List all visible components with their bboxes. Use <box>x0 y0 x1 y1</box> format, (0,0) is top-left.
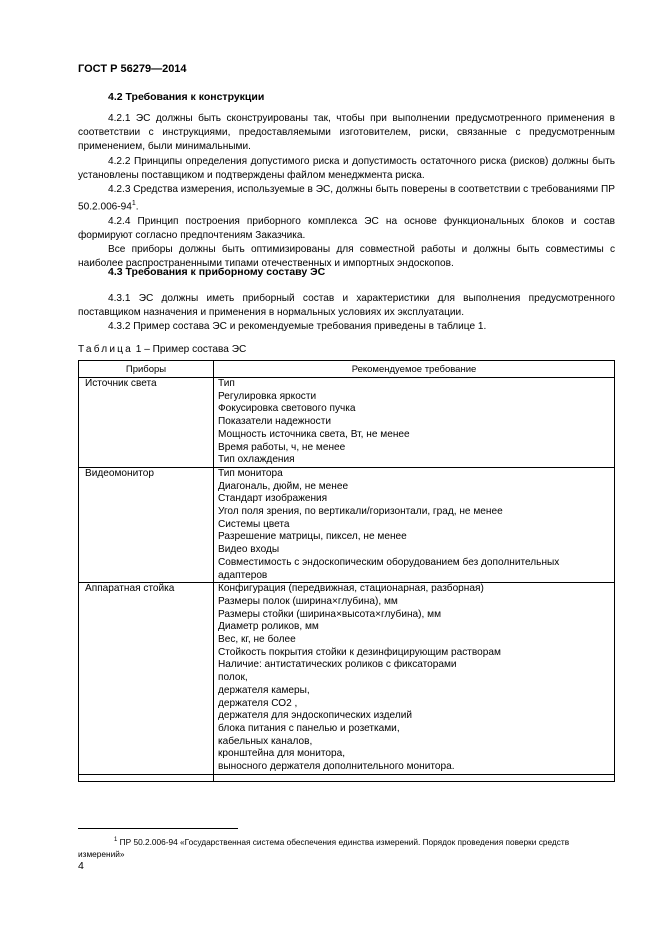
requirements-cell <box>214 583 615 775</box>
device-cell: Источник света <box>79 378 214 468</box>
requirement-item: Показатели надежности <box>218 416 331 428</box>
requirement-item: держателя камеры, <box>218 684 310 696</box>
requirement-item: Размеры стойки (ширина×высота×глубина), мм <box>218 608 442 620</box>
footnote-text: ПР 50.2.006-94 «Государственная система обеспечения единства измерений. Порядок проведения поверки средств измерений» <box>78 836 570 860</box>
paragraph-4-2-4: 4.2.4 Принцип построения приборного комплекса ЭС на основе функциональных блоков и состав формируют согласно предпочтениям Заказчика. <box>78 215 615 241</box>
requirement-item: кабельных каналов, <box>218 735 313 747</box>
requirement-item: Регулировка яркости <box>218 390 317 402</box>
footnote-separator <box>78 828 238 829</box>
footnote-reference[interactable]: 1 <box>131 200 136 208</box>
table-caption <box>78 344 246 355</box>
requirement-item: кронштейна для монитора, <box>218 748 346 760</box>
requirements-cell <box>214 467 615 582</box>
table-tail-row <box>79 774 615 781</box>
page-number: 4 <box>78 860 84 872</box>
equipment-table <box>78 360 615 782</box>
device-cell: Аппаратная стойка <box>79 583 214 775</box>
table-row <box>79 583 615 775</box>
requirement-item: Размеры полок (ширина×глубина), мм <box>218 595 398 607</box>
column-header-device: Приборы <box>79 361 214 378</box>
requirement-item: выносного держателя дополнительного монитора. <box>218 761 455 773</box>
table-row <box>79 467 615 582</box>
table-caption-text: 1 – Пример состава ЭС <box>132 344 247 355</box>
requirement-item: Стандарт изображения <box>218 493 328 505</box>
paragraph-4-2-3 <box>78 183 615 215</box>
requirement-item: Системы цвета <box>218 518 290 530</box>
section-4-2-body <box>78 112 615 272</box>
requirement-item: Тип охлаждения <box>218 454 295 466</box>
paragraph-4-3-1: 4.3.1 ЭС должны иметь приборный состав и характеристики для выполнения предусмотренного поставщиком назначения и применения в нормальных условиях их эксплуатации. <box>78 293 615 319</box>
requirements-cell <box>214 378 615 468</box>
table-row <box>79 378 615 468</box>
requirement-item: Вес, кг, не более <box>218 634 296 646</box>
requirement-item: блока питания с панелью и розетками, <box>218 722 400 734</box>
requirement-item: Мощность источника света, Вт, не менее <box>218 428 410 440</box>
requirement-item: Фокусировка светового пучка <box>218 403 356 415</box>
paragraph-4-3-2: 4.3.2 Пример состава ЭС и рекомендуемые требования приведены в таблице 1. <box>108 321 487 333</box>
requirement-item: держателя для эндоскопических изделий <box>218 710 412 722</box>
device-cell: Видеомонитор <box>79 467 214 582</box>
table-tail-cell <box>79 774 214 781</box>
paragraph-4-2-3-period: . <box>135 201 139 213</box>
section-4-3-body <box>78 292 615 335</box>
requirement-item: Тип <box>218 378 235 389</box>
requirement-item: Разрешение матрицы, пиксел, не менее <box>218 531 407 543</box>
requirement-item: Угол поля зрения, по вертикали/горизонтали, град, не менее <box>218 506 503 518</box>
requirement-item: Наличие: антистатических роликов с фиксаторами <box>218 659 457 671</box>
footnote-mark: 1 <box>114 837 118 843</box>
requirement-item: Диагональ, дюйм, не менее <box>218 480 349 492</box>
paragraph-4-2-3-text: 4.2.3 Средства измерения, используемые в ЭС, должны быть поверены в соответствии с требованиями ПР 50.2.006-94 <box>78 184 615 213</box>
column-header-requirement: Рекомендуемое требование <box>214 361 615 378</box>
footnote <box>78 834 615 861</box>
requirement-item: Видео входы <box>218 544 280 556</box>
section-4-3-title: 4.3 Требования к приборному составу ЭС <box>108 266 326 278</box>
table-caption-word: Таблица <box>78 344 133 355</box>
requirement-item: Стойкость покрытия стойки к дезинфицирующим растворам <box>218 646 501 658</box>
requirement-item: держателя СО2 , <box>218 697 298 709</box>
table-tail-cell <box>214 774 615 781</box>
document-code: ГОСТ Р 56279—2014 <box>78 63 187 75</box>
requirement-item: Тип монитора <box>218 467 283 479</box>
requirement-item: Совместимость с эндоскопическим оборудованием без дополнительных адаптеров <box>218 556 560 581</box>
paragraph-compatibility: Все приборы должны быть оптимизированы для совместной работы и должны быть совместимы с наиболее распространенными типами отечественных и импортных эндоскопов. <box>78 244 615 270</box>
section-4-2-title: 4.2 Требования к конструкции <box>108 91 265 103</box>
requirement-item: Время работы, ч, не менее <box>218 441 346 453</box>
table-header-row <box>79 361 615 378</box>
requirement-item: Конфигурация (передвижная, стационарная, разборная) <box>218 583 484 595</box>
requirement-item: полок, <box>218 672 248 684</box>
paragraph-4-2-2: 4.2.2 Принципы определения допустимого риска и допустимость остаточного риска (рисков) должны быть установлены поставщиком и подтверждены файлом менеджмента риска. <box>78 155 615 181</box>
footnote-indent <box>78 837 117 847</box>
paragraph-4-2-1: 4.2.1 ЭС должны быть сконструированы так, чтобы при выполнении предусмотренного применения в соответствии с инструкциями, предоставляемыми изготовителем, риски, связанные с предусмотренным применением, были минимальными. <box>78 113 615 153</box>
requirement-item: Диаметр роликов, мм <box>218 621 319 633</box>
